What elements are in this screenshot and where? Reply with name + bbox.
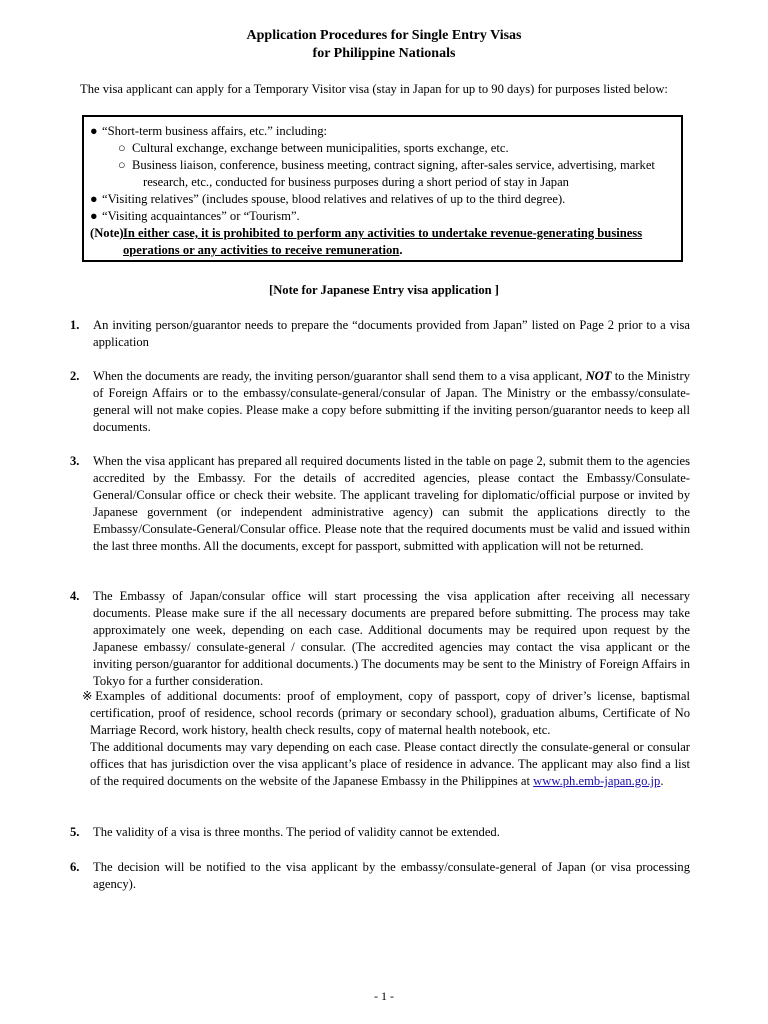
purpose-acquaintances-text: “Visiting acquaintances” or “Tourism”. <box>102 209 300 223</box>
purpose-acquaintances <box>90 208 681 225</box>
item-text: The Embassy of Japan/consular office will start processing the visa application after receiving all necessary documents. Please make sure if the all necessary documents are prepared before submitting. The process may take approximately one week, depending on each case. Additional documents may be required upon request by the Japanese embassy/ consulate-general / consular. (The accredited agencies may contact the visa applicant or the inviting person/guarantor for additional documents.) The documents may be sent to the Ministry of Foreign Affairs in Tokyo for a further consideration. <box>93 589 690 688</box>
bullet-icon: ● <box>90 209 98 223</box>
purpose-sub-business-liaison <box>90 157 681 174</box>
purpose-sub-business-liaison-text: Business liaison, conference, business meeting, contract signing, after-sales service, advertising, market <box>132 158 655 172</box>
purpose-relatives <box>90 191 681 208</box>
title-line-1: Application Procedures for Single Entry Visas <box>246 28 522 43</box>
title-line-2: for Philippine Nationals <box>312 46 456 61</box>
document-title <box>0 27 768 63</box>
item-number: 1. <box>70 318 80 332</box>
bullet-icon: ● <box>90 124 98 138</box>
list-item <box>70 453 690 555</box>
note-label: (Note) <box>90 226 124 240</box>
note-text: In either case, it is prohibited to perform any activities to undertake revenue-generating business operations or any activities to receive remuneration <box>123 226 643 257</box>
item-number: 5. <box>70 825 80 839</box>
page-number: - 1 - <box>374 989 394 1003</box>
item-number: 3. <box>70 454 80 468</box>
bullet-icon: ● <box>90 192 98 206</box>
item-number: 4. <box>70 589 80 603</box>
item-emphasis: NOT <box>585 369 612 383</box>
item-number: 6. <box>70 860 80 874</box>
purpose-business <box>90 123 681 140</box>
note-end: . <box>399 243 403 257</box>
examples-paragraph: ※Examples of additional documents: proof of employment, copy of passport, copy of driver’s license, baptismal certification, proof of residence, school records (primary or secondary school), graduation albums, Certificate of No Marriage Record, work history, health check results, copy of maternal health notebook, etc. <box>82 689 690 737</box>
additional-vary-text: The additional documents may vary depending on each case. Please contact directly the consulate-general or consular offices that has jurisdiction over the visa applicant’s place of residence in advance. The applicant may also find a list of the required documents on the website of the Japanese Embassy in the Philippines at <box>90 740 690 788</box>
prohibition-note <box>90 225 681 259</box>
purposes-box <box>82 115 683 262</box>
circle-bullet-icon: ○ <box>118 141 126 155</box>
purpose-sub-business-liaison-cont: research, etc., conducted for business purposes during a short period of stay in Japan <box>143 175 569 189</box>
purpose-relatives-text: “Visiting relatives” (includes spouse, blood relatives and relatives of up to the third degree). <box>102 192 566 206</box>
list-item <box>70 824 690 841</box>
item-text: An inviting person/guarantor needs to prepare the “documents provided from Japan” listed on Page 2 prior to a visa application <box>93 318 690 349</box>
item-text-after: to the Ministry of Foreign Affairs or to the embassy/consulate-general/consular of Japan. The Ministry or the embassy/consulate-general will not make copies. Please make a copy before submitting if the inviting person/guarantor needs to keep all documents. <box>93 369 691 434</box>
list-item <box>70 317 690 351</box>
purpose-sub-cultural <box>90 140 681 157</box>
additional-vary-paragraph <box>80 739 690 790</box>
item-number: 2. <box>70 369 80 383</box>
intro-paragraph: The visa applicant can apply for a Temporary Visitor visa (stay in Japan for up to 90 days) for purposes listed below: <box>80 82 668 96</box>
list-item <box>70 859 690 893</box>
circle-bullet-icon: ○ <box>118 158 126 172</box>
list-item <box>70 368 690 436</box>
list-item <box>70 588 690 690</box>
embassy-website-link[interactable]: www.ph.emb-japan.go.jp <box>533 774 661 788</box>
section-heading: [Note for Japanese Entry visa application ] <box>269 283 499 297</box>
item-text: When the visa applicant has prepared all required documents listed in the table on page 2, submit them to the agencies accredited by the Embassy. For the details of accredited agencies, please contact the Embassy/Consulate-General/Consular office or check their website. The applicant traveling for diplomatic/official purpose or invited by Japanese government (or independent administrative agency) can submit the applications directly to the Embassy/Consulate-General/Consular office. Please note that the required documents must be valid and issued within the last three months. All the documents, except for passport, submitted with application will not be returned. <box>93 454 690 553</box>
purpose-business-text: “Short-term business affairs, etc.” including: <box>102 124 327 138</box>
item-text: The validity of a visa is three months. The period of validity cannot be extended. <box>93 825 500 839</box>
item-text <box>93 368 690 436</box>
item-text-before: When the documents are ready, the inviting person/guarantor shall send them to a visa applicant, <box>93 369 586 383</box>
link-end: . <box>660 774 664 788</box>
additional-documents-note <box>80 688 690 790</box>
item-text: The decision will be notified to the visa applicant by the embassy/consulate-general of Japan (or visa processing agency). <box>93 860 690 891</box>
purpose-sub-cultural-text: Cultural exchange, exchange between municipalities, sports exchange, etc. <box>132 141 509 155</box>
